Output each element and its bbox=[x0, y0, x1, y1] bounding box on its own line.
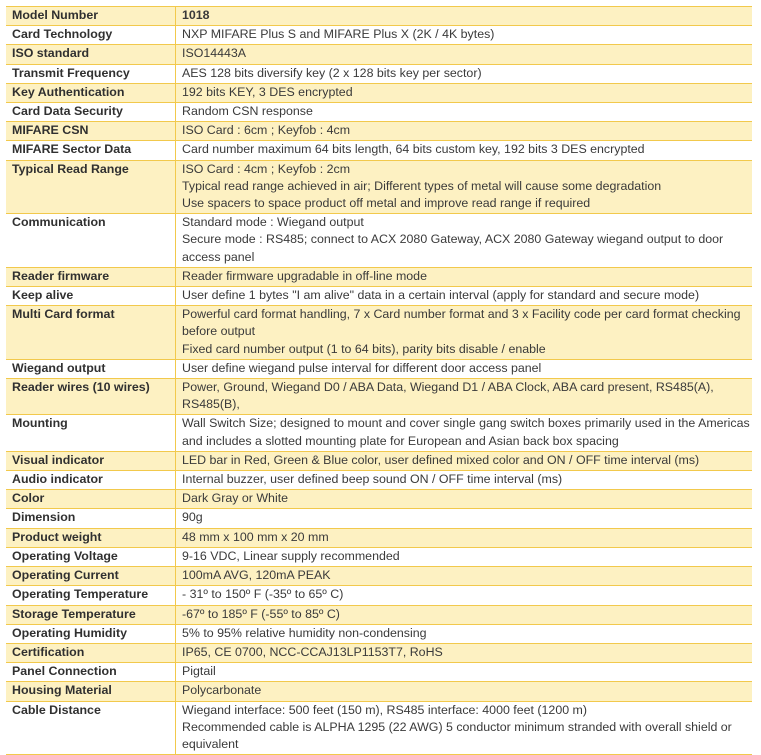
spec-value-line: LED bar in Red, Green & Blue color, user defined mixed color and ON / OFF time interval (ms) bbox=[182, 452, 700, 467]
spec-value bbox=[176, 451, 753, 470]
spec-row bbox=[6, 160, 752, 214]
spec-value bbox=[176, 83, 753, 102]
spec-value-line: Random CSN response bbox=[182, 104, 313, 119]
spec-value bbox=[176, 415, 753, 451]
spec-label: Operating Current bbox=[6, 567, 176, 586]
spec-label: Card Technology bbox=[6, 26, 176, 45]
spec-table bbox=[6, 6, 752, 755]
spec-value bbox=[176, 567, 753, 586]
spec-label: Typical Read Range bbox=[6, 160, 176, 214]
spec-label: Keep alive bbox=[6, 287, 176, 306]
spec-label: Product weight bbox=[6, 528, 176, 547]
spec-value-line: Use spacers to space product off metal and improve read range if required bbox=[182, 196, 591, 211]
spec-value bbox=[176, 141, 753, 160]
spec-value bbox=[176, 547, 753, 566]
spec-value-line: -67º to 185º F (-55º to 85º C) bbox=[182, 606, 340, 621]
spec-value bbox=[176, 509, 753, 528]
spec-value-line: ISO Card : 4cm ; Keyfob : 2cm bbox=[182, 161, 351, 176]
spec-row bbox=[6, 7, 752, 26]
spec-label: Audio indicator bbox=[6, 471, 176, 490]
spec-row bbox=[6, 451, 752, 470]
spec-value bbox=[176, 160, 753, 214]
spec-label: Wiegand output bbox=[6, 359, 176, 378]
spec-value-line: 5% to 95% relative humidity non-condensing bbox=[182, 625, 427, 640]
spec-row bbox=[6, 45, 752, 64]
spec-value bbox=[176, 586, 753, 605]
spec-row bbox=[6, 415, 752, 451]
spec-value bbox=[176, 359, 753, 378]
spec-row bbox=[6, 26, 752, 45]
spec-value-line: Wiegand interface: 500 feet (150 m), RS485 interface: 4000 feet (1200 m) bbox=[182, 702, 587, 717]
spec-value-line: Polycarbonate bbox=[182, 683, 262, 698]
spec-value-line: Typical read range achieved in air; Different types of metal will cause some degradation bbox=[182, 178, 662, 193]
spec-row bbox=[6, 267, 752, 286]
spec-value-line: Wall Switch Size; designed to mount and cover single gang switch boxes primarily used in the Americas and includes a slotted mounting plate for European and Asian back box spacing bbox=[182, 416, 750, 448]
spec-row bbox=[6, 605, 752, 624]
spec-value bbox=[176, 7, 753, 26]
spec-label: Operating Voltage bbox=[6, 547, 176, 566]
spec-value bbox=[176, 643, 753, 662]
spec-row bbox=[6, 471, 752, 490]
spec-row bbox=[6, 509, 752, 528]
spec-value bbox=[176, 45, 753, 64]
spec-value bbox=[176, 267, 753, 286]
spec-value bbox=[176, 306, 753, 360]
spec-label: Reader firmware bbox=[6, 267, 176, 286]
spec-value bbox=[176, 103, 753, 122]
spec-row bbox=[6, 287, 752, 306]
spec-value-line: 192 bits KEY, 3 DES encrypted bbox=[182, 84, 353, 99]
spec-row bbox=[6, 379, 752, 415]
spec-label: Visual indicator bbox=[6, 451, 176, 470]
spec-row bbox=[6, 547, 752, 566]
spec-row bbox=[6, 624, 752, 643]
spec-row bbox=[6, 64, 752, 83]
spec-value bbox=[176, 528, 753, 547]
spec-label: MIFARE Sector Data bbox=[6, 141, 176, 160]
spec-value-line: ISO14443A bbox=[182, 46, 247, 61]
spec-value bbox=[176, 471, 753, 490]
spec-value-line: Internal buzzer, user defined beep sound ON / OFF time interval (ms) bbox=[182, 472, 563, 487]
spec-value bbox=[176, 214, 753, 268]
spec-label: Operating Humidity bbox=[6, 624, 176, 643]
spec-value-line: Secure mode : RS485; connect to ACX 2080 Gateway, ACX 2080 Gateway wiegand output to door access panel bbox=[182, 232, 724, 264]
spec-label: Transmit Frequency bbox=[6, 64, 176, 83]
spec-value-line: Card number maximum 64 bits length, 64 bits custom key, 192 bits 3 DES encrypted bbox=[182, 142, 645, 157]
spec-value-line: Recommended cable is ALPHA 1295 (22 AWG) 5 conductor minimum stranded with overall shield or equivalent bbox=[182, 719, 732, 751]
spec-label: Multi Card format bbox=[6, 306, 176, 360]
spec-value-line: 9-16 VDC, Linear supply recommended bbox=[182, 548, 400, 563]
spec-value bbox=[176, 701, 753, 755]
spec-value-line: NXP MIFARE Plus S and MIFARE Plus X (2K / 4K bytes) bbox=[182, 27, 495, 42]
spec-row bbox=[6, 586, 752, 605]
spec-row bbox=[6, 567, 752, 586]
spec-value-line: AES 128 bits diversify key (2 x 128 bits key per sector) bbox=[182, 65, 482, 80]
spec-value-line: Power, Ground, Wiegand D0 / ABA Data, Wiegand D1 / ABA Clock, ABA card present, RS485(A), RS485(B), bbox=[182, 380, 714, 412]
spec-value bbox=[176, 26, 753, 45]
spec-row bbox=[6, 214, 752, 268]
spec-row bbox=[6, 490, 752, 509]
spec-label: Cable Distance bbox=[6, 701, 176, 755]
spec-value bbox=[176, 287, 753, 306]
spec-row bbox=[6, 528, 752, 547]
spec-value-line: 48 mm x 100 mm x 20 mm bbox=[182, 529, 329, 544]
spec-row bbox=[6, 663, 752, 682]
spec-label: Model Number bbox=[6, 7, 176, 26]
spec-value-line: - 31º to 150º F (-35º to 65º C) bbox=[182, 587, 344, 602]
spec-value-line: 1018 bbox=[182, 8, 210, 22]
spec-value bbox=[176, 490, 753, 509]
spec-value-line: Fixed card number output (1 to 64 bits), parity bits disable / enable bbox=[182, 341, 546, 356]
spec-value bbox=[176, 624, 753, 643]
spec-label: Operating Temperature bbox=[6, 586, 176, 605]
spec-value bbox=[176, 64, 753, 83]
spec-label: Communication bbox=[6, 214, 176, 268]
spec-row bbox=[6, 306, 752, 360]
spec-label: Card Data Security bbox=[6, 103, 176, 122]
spec-value-line: Standard mode : Wiegand output bbox=[182, 215, 364, 230]
spec-label: Housing Material bbox=[6, 682, 176, 701]
spec-value-line: IP65, CE 0700, NCC-CCAJ13LP1153T7, RoHS bbox=[182, 644, 443, 659]
spec-value-line: User define 1 bytes "I am alive" data in a certain interval (apply for standard and secure mode) bbox=[182, 288, 700, 303]
spec-row bbox=[6, 359, 752, 378]
spec-value-line: 90g bbox=[182, 510, 203, 525]
spec-value bbox=[176, 663, 753, 682]
spec-value-line: Powerful card format handling, 7 x Card number format and 3 x Facility code per card format checking before output bbox=[182, 307, 741, 339]
spec-label: Certification bbox=[6, 643, 176, 662]
spec-value-line: Pigtail bbox=[182, 664, 216, 679]
spec-label: Panel Connection bbox=[6, 663, 176, 682]
spec-label: Color bbox=[6, 490, 176, 509]
spec-label: ISO standard bbox=[6, 45, 176, 64]
spec-value bbox=[176, 122, 753, 141]
spec-label: Key Authentication bbox=[6, 83, 176, 102]
spec-row bbox=[6, 103, 752, 122]
spec-value-line: User define wiegand pulse interval for different door access panel bbox=[182, 360, 542, 375]
spec-value-line: Dark Gray or White bbox=[182, 491, 289, 506]
spec-value-line: 100mA AVG, 120mA PEAK bbox=[182, 568, 331, 583]
spec-label: MIFARE CSN bbox=[6, 122, 176, 141]
spec-row bbox=[6, 141, 752, 160]
spec-value-line: Reader firmware upgradable in off-line mode bbox=[182, 268, 427, 283]
spec-label: Mounting bbox=[6, 415, 176, 451]
spec-label: Dimension bbox=[6, 509, 176, 528]
spec-value bbox=[176, 605, 753, 624]
spec-table-body bbox=[6, 7, 752, 755]
spec-label: Storage Temperature bbox=[6, 605, 176, 624]
spec-row bbox=[6, 701, 752, 755]
spec-row bbox=[6, 122, 752, 141]
spec-row bbox=[6, 643, 752, 662]
spec-label: Reader wires (10 wires) bbox=[6, 379, 176, 415]
spec-row bbox=[6, 83, 752, 102]
spec-value bbox=[176, 379, 753, 415]
spec-value-line: ISO Card : 6cm ; Keyfob : 4cm bbox=[182, 123, 351, 138]
spec-row bbox=[6, 682, 752, 701]
spec-value bbox=[176, 682, 753, 701]
